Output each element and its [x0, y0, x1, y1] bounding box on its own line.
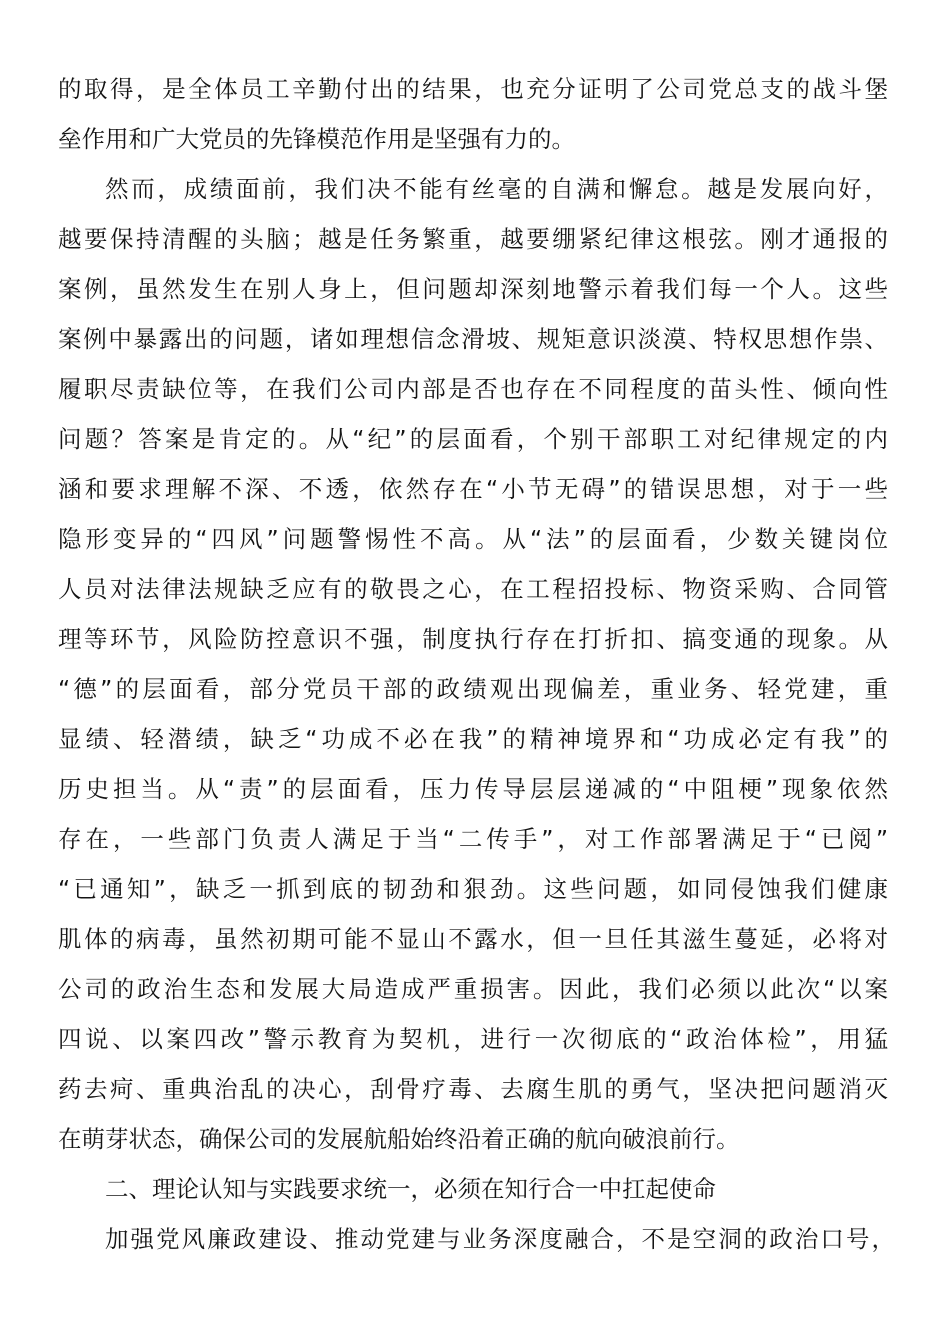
text-line: 涵和要求理解不深、不透，依然存在“小节无碍”的错误思想，对于一些: [58, 475, 888, 503]
section-heading: 二、理论认知与实践要求统一，必须在知行合一中扛起使命: [105, 1175, 716, 1203]
text-line: 越要保持清醒的头脑；越是任务繁重，越要绷紧纪律这根弦。刚才通报的: [58, 225, 888, 253]
text-line: 历史担当。从“责”的层面看，压力传导层层递减的“中阻梗”现象依然: [58, 775, 888, 803]
text-line: 在萌芽状态，确保公司的发展航船始终沿着正确的航向破浪前行。: [58, 1125, 740, 1153]
text-line: 人员对法律法规缺乏应有的敬畏之心，在工程招投标、物资采购、合同管: [58, 575, 888, 603]
text-line: 公司的政治生态和发展大局造成严重损害。因此，我们必须以此次“以案: [58, 975, 888, 1003]
paragraph-first-line: 然而，成绩面前，我们决不能有丝毫的自满和懈怠。越是发展向好，: [105, 175, 888, 203]
text-line: 履职尽责缺位等，在我们公司内部是否也存在不同程度的苗头性、倾向性: [58, 375, 888, 403]
text-line: 显绩、轻潜绩，缺乏“功成不必在我”的精神境界和“功成必定有我”的: [58, 725, 888, 753]
text-line: 的取得，是全体员工辛勤付出的结果，也充分证明了公司党总支的战斗堡: [58, 75, 888, 103]
text-line: “已通知”，缺乏一抓到底的韧劲和狠劲。这些问题，如同侵蚀我们健康: [58, 875, 888, 903]
text-line: 案例中暴露出的问题，诸如理想信念滑坡、规矩意识淡漠、特权思想作祟、: [58, 325, 888, 353]
text-line: 药去疴、重典治乱的决心，刮骨疗毒、去腐生肌的勇气，坚决把问题消灭: [58, 1075, 888, 1103]
text-line: 四说、以案四改”警示教育为契机，进行一次彻底的“政治体检”，用猛: [58, 1025, 888, 1053]
text-line: 案例，虽然发生在别人身上，但问题却深刻地警示着我们每一个人。这些: [58, 275, 888, 303]
text-line: 垒作用和广大党员的先锋模范作用是坚强有力的。: [58, 125, 575, 153]
text-line: “德”的层面看，部分党员干部的政绩观出现偏差，重业务、轻党建，重: [58, 675, 888, 703]
text-line: 理等环节，风险防控意识不强，制度执行存在打折扣、搞变通的现象。从: [58, 625, 888, 653]
paragraph-first-line: 加强党风廉政建设、推动党建与业务深度融合，不是空洞的政治口号，: [105, 1225, 895, 1253]
text-line: 存在，一些部门负责人满足于当“二传手”，对工作部署满足于“已阅”: [58, 825, 888, 853]
text-line: 隐形变异的“四风”问题警惕性不高。从“法”的层面看，少数关键岗位: [58, 525, 888, 553]
text-line: 肌体的病毒，虽然初期可能不显山不露水，但一旦任其滋生蔓延，必将对: [58, 925, 888, 953]
text-line: 问题？答案是肯定的。从“纪”的层面看，个别干部职工对纪律规定的内: [58, 425, 888, 453]
